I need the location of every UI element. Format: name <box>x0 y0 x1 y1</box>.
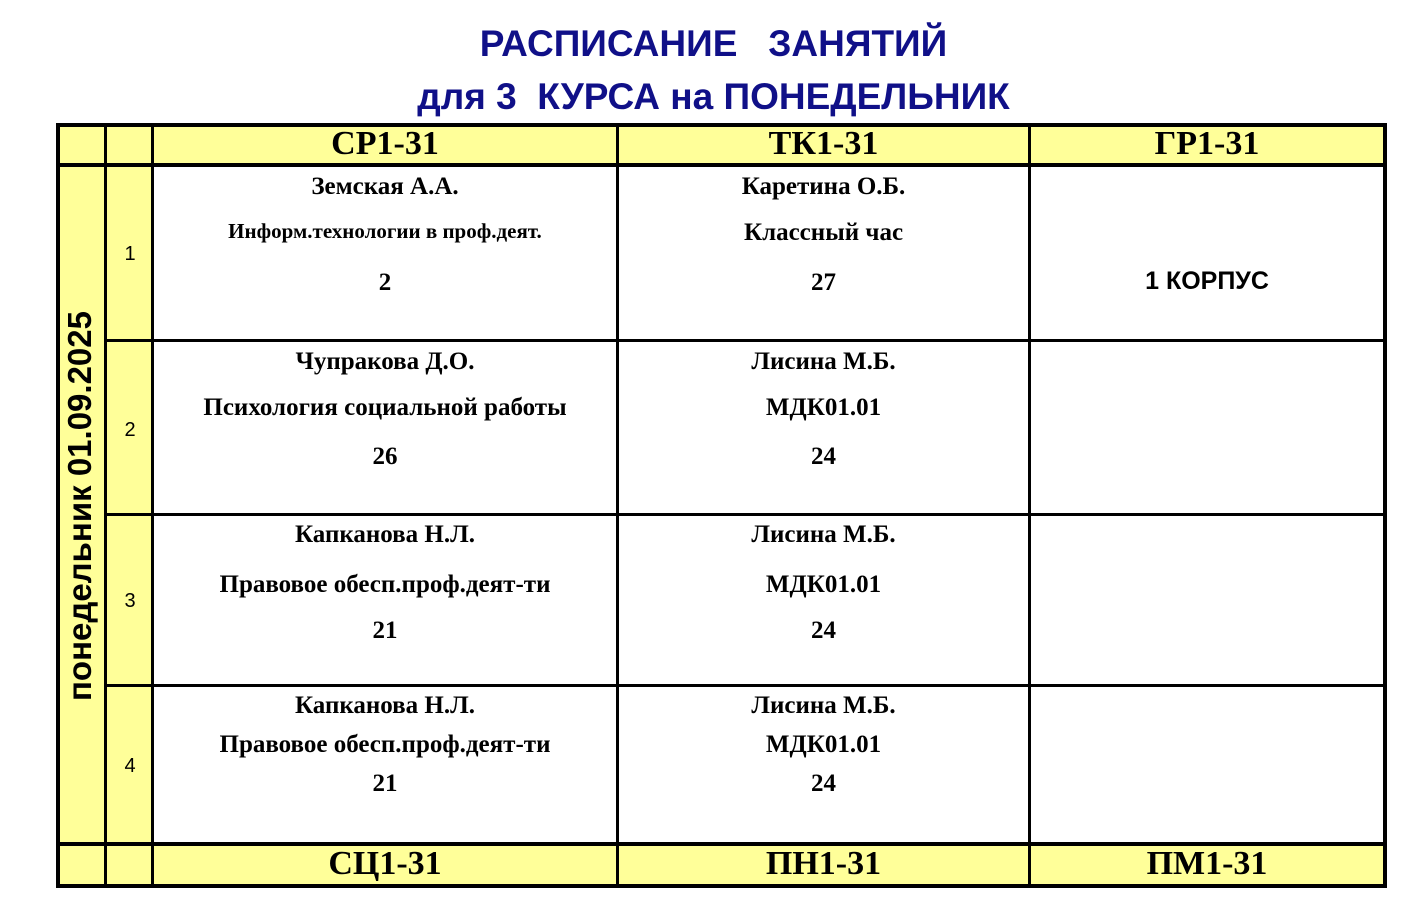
group-footer-pn: ПН1-31 <box>765 845 882 882</box>
lesson-subject: МДК01.01 <box>765 731 882 758</box>
lesson-subject: МДК01.01 <box>765 571 882 598</box>
lesson-teacher: Лисина М.Б. <box>751 348 896 375</box>
lesson-subject: МДК01.01 <box>765 394 882 421</box>
pair-number: 2 <box>124 419 136 441</box>
pair-number: 4 <box>124 755 136 777</box>
pair-number-column-fill <box>105 164 152 845</box>
lesson-room: 27 <box>811 269 836 296</box>
lesson-subject: Классный час <box>743 219 904 246</box>
table-border-right <box>1383 123 1387 888</box>
lesson-subject: Информ.технологии в проф.деят. <box>228 219 542 243</box>
lesson-teacher: Земская А.А. <box>311 173 459 200</box>
group-header-tk: ТК1-31 <box>768 125 879 162</box>
lesson-teacher: Лисина М.Б. <box>751 692 896 719</box>
lesson-room: 21 <box>372 770 398 797</box>
lesson-room: 26 <box>372 443 398 470</box>
page-title: РАСПИСАНИЕ ЗАНЯТИЙ <box>479 23 948 64</box>
lesson-teacher: Каретина О.Б. <box>741 173 906 200</box>
lesson-teacher: Чупракова Д.О. <box>295 348 475 375</box>
lesson-room: 21 <box>372 617 398 644</box>
lesson-subject: Правовое обесп.проф.деят-ти <box>219 571 551 598</box>
lesson-subject: Правовое обесп.проф.деят-ти <box>219 731 551 758</box>
group-footer-pm: ПМ1-31 <box>1146 845 1268 882</box>
table-border-bottom <box>56 884 1387 888</box>
group-header-sr: СР1-31 <box>331 125 439 162</box>
lesson-room: 24 <box>811 617 836 644</box>
page-subtitle: для 3 КУРСА на ПОНЕДЕЛЬНИК <box>417 76 1010 117</box>
row-divider-2 <box>106 513 1387 516</box>
group-footer-sc: СЦ1-31 <box>328 845 442 882</box>
pair-number: 1 <box>124 243 136 265</box>
lesson-subject: Психология социальной работы <box>203 394 567 421</box>
row-divider-1 <box>106 339 1387 342</box>
row-divider-3 <box>106 684 1387 687</box>
lesson-teacher: Лисина М.Б. <box>751 521 896 548</box>
lesson-room: 24 <box>811 770 836 797</box>
lesson-room: 24 <box>811 443 836 470</box>
lesson-teacher: Капканова Н.Л. <box>294 521 475 548</box>
building-note: 1 КОРПУС <box>1145 267 1269 295</box>
group-header-gr: ГР1-31 <box>1154 125 1260 162</box>
column-divider-2 <box>1028 123 1031 888</box>
pair-number: 3 <box>124 590 136 612</box>
lesson-room: 2 <box>378 269 392 296</box>
lesson-teacher: Капканова Н.Л. <box>294 692 475 719</box>
